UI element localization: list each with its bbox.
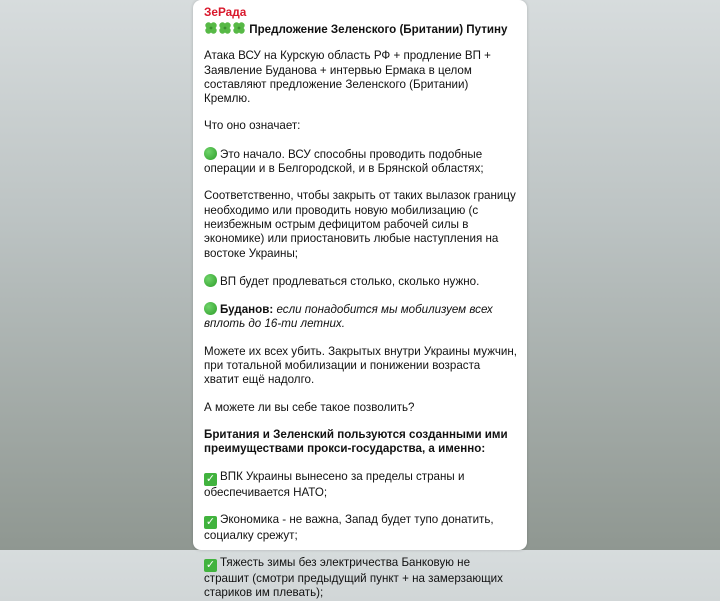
white-check-mark-icon: ✓	[205, 472, 216, 485]
clover-group	[204, 23, 249, 36]
message-title-text: Предложение Зеленского (Британии) Путину	[249, 23, 508, 36]
four-leaf-clover-icon	[218, 21, 232, 35]
message-bubble	[193, 0, 527, 600]
paragraph: Атака ВСУ на Курскую область РФ + продление ВП + Заявление Буданова + интервью Ермака в целом составляют предложение Зеленского (Британии) Кремлю.	[204, 49, 491, 106]
paragraph	[204, 302, 517, 332]
quote-text: если понадобится мы мобилизуем всех вплоть до 16-ти летних.	[204, 303, 493, 331]
paragraph: Что оно означает:	[204, 119, 301, 133]
message-content	[193, 0, 527, 601]
paragraph: Можете их всех убить. Закрытых внутри Украины мужчин, при тотальной мобилизации и понижении возраста хватит ещё надолго.	[204, 344, 517, 387]
sender-name[interactable]: ЗеРада	[204, 5, 247, 19]
paragraph: А можете ли вы себе такое позволить?	[204, 400, 415, 414]
white-check-mark-icon: ✓	[205, 515, 216, 528]
green-circle-icon	[204, 147, 217, 160]
paragraph-text: Это начало. ВСУ способны проводить подобные операции и в Белгородской, и в Брянской областях;	[204, 147, 484, 176]
green-circle-icon	[204, 302, 217, 315]
green-circle-icon	[204, 274, 217, 287]
four-leaf-clover-icon	[232, 21, 246, 35]
paragraph-text: ВП будет продлеваться столько, сколько нужно.	[220, 274, 480, 288]
paragraph-text: Экономика - не важна, Запад будет тупо донатить, социалку срежут;	[204, 512, 494, 542]
message-title	[204, 21, 517, 37]
four-leaf-clover-icon	[204, 21, 218, 35]
paragraph	[204, 513, 517, 543]
paragraph	[204, 470, 517, 500]
paragraph-text: ВПК Украины вынесено за пределы страны и обеспечивается НАТО;	[204, 469, 465, 499]
quote-author: Буданов:	[220, 303, 274, 317]
paragraph	[204, 147, 517, 177]
paragraph: Соответственно, чтобы закрыть от таких вылазок границу необходимо или проводить новую мобилизацию (с неизбежным острым дефицитом рабочей силы в экономике) или приостановить любые наступления на востоке Украины;	[204, 189, 516, 260]
white-check-mark-icon: ✓	[205, 559, 216, 572]
paragraph: Британия и Зеленский пользуются созданными ими преимуществами прокси-государства, а именно:	[204, 427, 508, 456]
paragraph-text: Тяжесть зимы без электричества Банковую не страшит (смотри предыдущий пункт + на замерзающих стариков им плевать);	[204, 556, 503, 600]
paragraph	[204, 274, 517, 289]
paragraph	[204, 556, 517, 601]
